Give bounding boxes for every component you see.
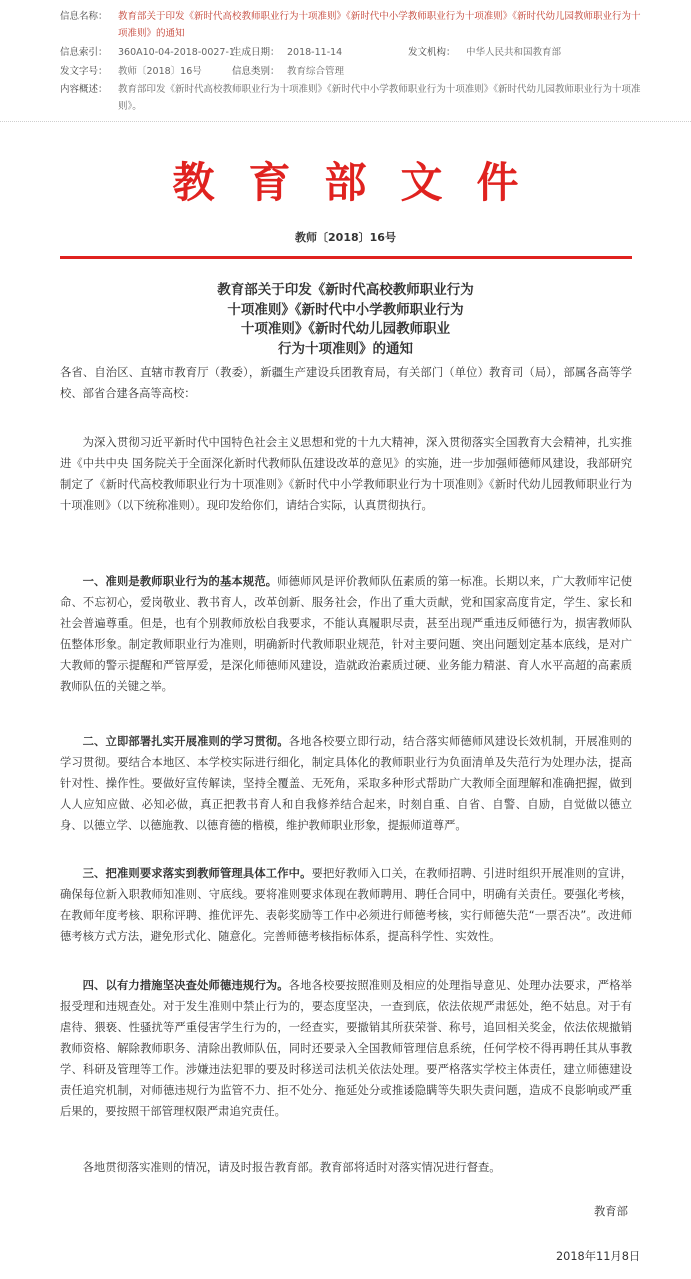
section-1-text: 师德师风是评价教师队伍素质的第一标准。长期以来，广大教师牢记使命、不忘初心，爱岗敬业、教书育人，改革创新、服务社会，作出了重大贡献，党和国家高度肯定，学生、家长和社会普遍尊重。但是，也有个别教师放松自我要求，不能认真履职尽责，甚至出现严重违反师德行为，损害教师队伍整体形象。制定教师职业行为准则，明确新时代教师职业规范，针对主要问题、突出问题划定基本底线，是对广大教师的警示提醒和严管厚爱，是深化师德师风建设，造就政治素质过硬、业务能力精湛、育人水平高超的高素质教师队伍的关键之举。: [60, 575, 632, 693]
metadata-panel: [0, 0, 691, 122]
created-label: 生成日期：: [232, 47, 280, 58]
docno-value: 教师〔2018〕16号: [118, 66, 202, 77]
notice-title-line: 教育部关于印发《新时代高校教师职业行为: [217, 282, 474, 298]
section-2-heading: 二、立即部署扎实开展准则的学习贯彻。: [82, 735, 289, 748]
meta-row-docno: [0, 63, 691, 80]
document-number: 教师〔2018〕16号: [295, 231, 396, 244]
category-label: 信息类别：: [232, 66, 280, 77]
info-name-label: 信息名称：: [60, 11, 108, 22]
issue-date: 2018年11月8日: [556, 1250, 641, 1263]
section-1-paragraph: [60, 571, 632, 697]
signer: 教育部: [594, 1205, 628, 1218]
created-value: 2018-11-14: [287, 47, 343, 58]
issuer-label: 发文机构：: [408, 47, 456, 58]
document-header-title: 教育部文件: [172, 158, 553, 207]
meta-row-info-name: [0, 8, 691, 42]
section-2-paragraph: [60, 731, 632, 836]
summary-value: 教育部印发《新时代高校教师职业行为十项准则》《新时代中小学教师职业行为十项准则》《新时代幼儿园教师职业行为十项准则》。: [118, 84, 641, 112]
index-label: 信息索引：: [60, 47, 108, 58]
issuer-value: 中华人民共和国教育部: [466, 47, 562, 58]
closing-paragraph: 各地贯彻落实准则的情况，请及时报告教育部。教育部将适时对落实情况进行督查。: [82, 1161, 501, 1174]
info-name-value[interactable]: 教育部关于印发《新时代高校教师职业行为十项准则》《新时代中小学教师职业行为十项准则》《新时代幼儿园教师职业行为十项准则》的通知: [118, 11, 641, 39]
salutation: 各省、自治区、直辖市教育厅（教委），新疆生产建设兵团教育局，有关部门（单位）教育司（局），部属各高等学校、部省合建各高等高校：: [60, 366, 632, 400]
category-value: 教育综合管理: [287, 66, 345, 77]
meta-row-summary: [0, 81, 691, 115]
meta-row-index: [0, 44, 691, 61]
section-4-text: 各地各校要按照准则及相应的处理指导意见、处理办法要求，严格举报受理和违规查处。对于发生准则中禁止行为的，要态度坚决，一查到底，依法依规严肃惩处，绝不姑息。对于有虐待、猥亵、性骚扰等严重侵害学生行为的，一经查实，要撤销其所获荣誉、称号，追回相关奖金，依法依规撤销教师资格、解除教师职务、清除出教师队伍，同时还要录入全国教师管理信息系统，任何学校不得再聘任其从事教学、科研及管理等工作。涉嫌违法犯罪的要及时移送司法机关依法处理。要严格落实学校主体责任，建立师德建设责任追究机制，对师德违规行为监管不力、拒不处分、拖延处分或推诿隐瞒等失职失责问题，造成不良影响或严重后果的，要按照干部管理权限严肃追究责任。: [60, 979, 632, 1118]
docno-label: 发文字号：: [60, 66, 108, 77]
section-1-heading: 一、准则是教师职业行为的基本规范。: [82, 575, 278, 588]
notice-title-line: 十项准则》《新时代幼儿园教师职业: [240, 321, 451, 337]
summary-label: 内容概述：: [60, 84, 108, 95]
section-4-heading: 四、以有力措施坚决查处师德违规行为。: [82, 979, 289, 992]
section-3-paragraph: [60, 863, 632, 947]
notice-title-line: 十项准则》《新时代中小学教师职业行为: [227, 301, 464, 318]
red-divider: [60, 256, 632, 259]
notice-title: [0, 281, 691, 359]
index-value: 360A10-04-2018-0027-1: [118, 47, 235, 58]
section-2-text: 各地各校要立即行动，结合落实师德师风建设长效机制，开展准则的学习贯彻。要结合本地区、本学校实际进行细化，制定具体化的教师职业行为负面清单及失范行为处理办法，提高针对性、操作性。要做好宣传解读，坚持全覆盖、无死角，采取多种形式帮助广大教师全面理解和准确把握，做到人人应知应做、必知必做，真正把教书育人和自我修养结合起来，时刻自重、自省、自警、自励，自觉做以德立身、以德立学、以德施教、以德育德的楷模，维护教师职业形象，提振师道尊严。: [60, 735, 632, 832]
section-4-paragraph: [60, 975, 632, 1122]
section-3-heading: 三、把准则要求落实到教师管理具体工作中。: [82, 867, 312, 880]
notice-title-line: 行为十项准则》的通知: [278, 340, 413, 357]
section-3-text: 要把好教师入口关，在教师招聘、引进时组织开展准则的宣讲，确保每位新入职教师知准则、守底线。要将准则要求体现在教师聘用、聘任合同中，明确有关责任。要强化考核，在教师年度考核、职称评聘、推优评先、表彰奖励等工作中必须进行师德考核，实行师德失范“一票否决”。改进师德考核方式方法，避免形式化、随意化。完善师德考核指标体系，提高科学性、实效性。: [60, 867, 632, 943]
intro-paragraph: 为深入贯彻习近平新时代中国特色社会主义思想和党的十九大精神，深入贯彻落实全国教育大会精神，扎实推进《中共中央 国务院关于全面深化新时代教师队伍建设改革的意见》的实施，进一步加强师德师风建设，我部研究制定了《新时代高校教师职业行为十项准则》《新时代中小学教师职业行为十项准则》《新时代幼儿园教师职业行为十项准则》（以下统称准则）。现印发给你们，请结合实际，认真贯彻执行。: [60, 436, 632, 512]
